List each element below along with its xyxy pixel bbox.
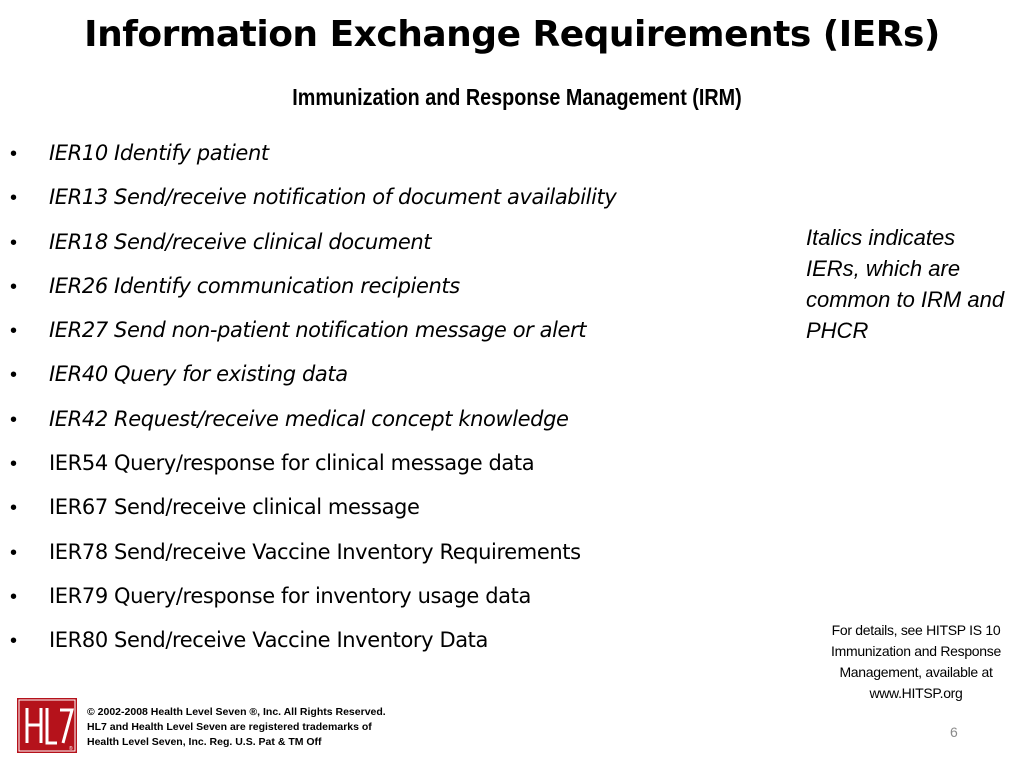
list-item: • IER40 Query for existing data bbox=[10, 356, 616, 400]
list-item: • IER67 Send/receive clinical message bbox=[10, 489, 616, 533]
bullet-icon: • bbox=[10, 364, 17, 387]
list-item: • IER26 Identify communication recipients bbox=[10, 268, 616, 312]
list-item: • IER80 Send/receive Vaccine Inventory Data bbox=[10, 622, 616, 666]
bullet-icon: • bbox=[10, 275, 17, 298]
bullet-icon: • bbox=[10, 231, 17, 254]
bullet-icon: • bbox=[10, 143, 17, 165]
bullet-icon: • bbox=[10, 541, 17, 564]
bullet-icon: • bbox=[10, 408, 17, 431]
details-note: For details, see HITSP IS 10 Immunization and Response Management, available at www.HITSP.org bbox=[831, 622, 1001, 701]
list-item: • IER54 Query/response for clinical message data bbox=[10, 445, 616, 489]
copyright-text: © 2002-2008 Health Level Seven ®, Inc. All Rights Reserved. HL7 and Health Level Seven are registered trademarks of Health Level Seven, Inc. Reg. U.S. Pat & TM Off bbox=[87, 706, 386, 748]
svg-text:®: ® bbox=[69, 746, 73, 752]
bullet-icon: • bbox=[10, 630, 17, 653]
bullet-icon: • bbox=[10, 497, 17, 520]
list-item: • IER42 Request/receive medical concept knowledge bbox=[10, 401, 616, 445]
slide-title: Information Exchange Requirements (IERs) bbox=[84, 14, 940, 55]
bullet-icon: • bbox=[10, 320, 17, 343]
italics-note: Italics indicates IERs, which are common to IRM and PHCR bbox=[806, 225, 1005, 343]
list-item: • IER13 Send/receive notification of document availability bbox=[10, 179, 616, 223]
ier-bullet-list bbox=[10, 135, 616, 667]
list-item: • IER78 Send/receive Vaccine Inventory Requirements bbox=[10, 534, 616, 578]
bullet-icon: • bbox=[10, 187, 17, 210]
list-item: • IER27 Send non-patient notification message or alert bbox=[10, 312, 616, 356]
bullet-icon: • bbox=[10, 453, 17, 476]
slide-subtitle: Immunization and Response Management (IRM) bbox=[292, 84, 742, 110]
list-item: • IER79 Query/response for inventory usage data bbox=[10, 578, 616, 622]
page-number: 6 bbox=[950, 724, 958, 740]
list-item: • IER10 Identify patient bbox=[10, 135, 616, 179]
hl7-logo-icon bbox=[17, 698, 77, 753]
list-item: • IER18 Send/receive clinical document bbox=[10, 224, 616, 268]
bullet-icon: • bbox=[10, 585, 17, 608]
